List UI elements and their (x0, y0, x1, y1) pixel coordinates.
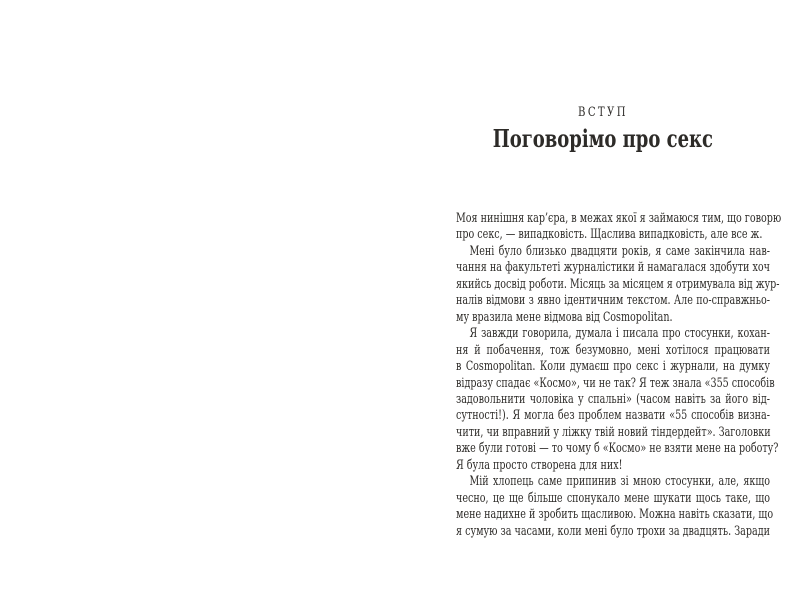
text-line: Мій хлопець саме припинив зі мною стосунки, але, якщо (469, 474, 770, 490)
text-line: Я завжди говорила, думала і писала про стосунки, кохан- (469, 326, 770, 342)
text-line: чити, чи вправний у ліжку твій новий тіндердейт». Заголовки (456, 424, 771, 440)
text-line: вже були готові — то чому б «Космо» не взяти мене на роботу? (456, 441, 779, 457)
text-line: якийсь досвід роботи. Місяць за місяцем я отримувала від жур- (456, 276, 780, 292)
text-line: чесно, це ще більше спонукало мене шукати щось таке, що (456, 490, 770, 506)
text-line: Моя нинішня кар’єра, в межах якої я займаюся тим, що говорю (456, 211, 782, 226)
body-text (456, 211, 782, 540)
text-line: про секс, — випадковість. Щаслива випадковість, але все ж. (456, 227, 763, 243)
text-line: чання на факультеті журналістики й намагалася здобути хоч (456, 260, 770, 276)
text-line: мене надихне й зробить щасливою. Можна навіть сказати, що (456, 507, 774, 523)
chapter-title (446, 125, 760, 155)
text-line: сутності!). Я могла без проблем назвати «55 способів визна- (456, 408, 770, 424)
text-line: задовольнити чоловіка у спальні» (часом навіть за його від- (456, 391, 770, 407)
text-line: відразу спадає «Космо», чи не так? Я теж знала «355 способів (456, 375, 775, 391)
text-line: я сумую за часами, коли мені було трохи за двадцять. Заради (456, 523, 770, 539)
text-line: му вразила мене відмова від Cosmopolitan. (456, 309, 673, 325)
text-line: Я була просто створена для них! (456, 457, 623, 473)
text-line: Мені було близько двадцяти років, я саме закінчила нав- (469, 243, 770, 259)
chapter-kicker (446, 104, 760, 120)
text-line: в Cosmopolitan. Коли думаєш про секс і журнали, на думку (456, 359, 770, 375)
page-right (400, 0, 800, 601)
chapter-title-text: Поговорімо про секс (492, 124, 714, 153)
text-line: налів відмови з явно ідентичним текстом. Але по-справжньо- (456, 293, 770, 309)
chapter-kicker-text: ВСТУП (578, 105, 628, 120)
text-line: ня й побачення, тож безумовно, мені хотілося працювати (456, 342, 770, 358)
